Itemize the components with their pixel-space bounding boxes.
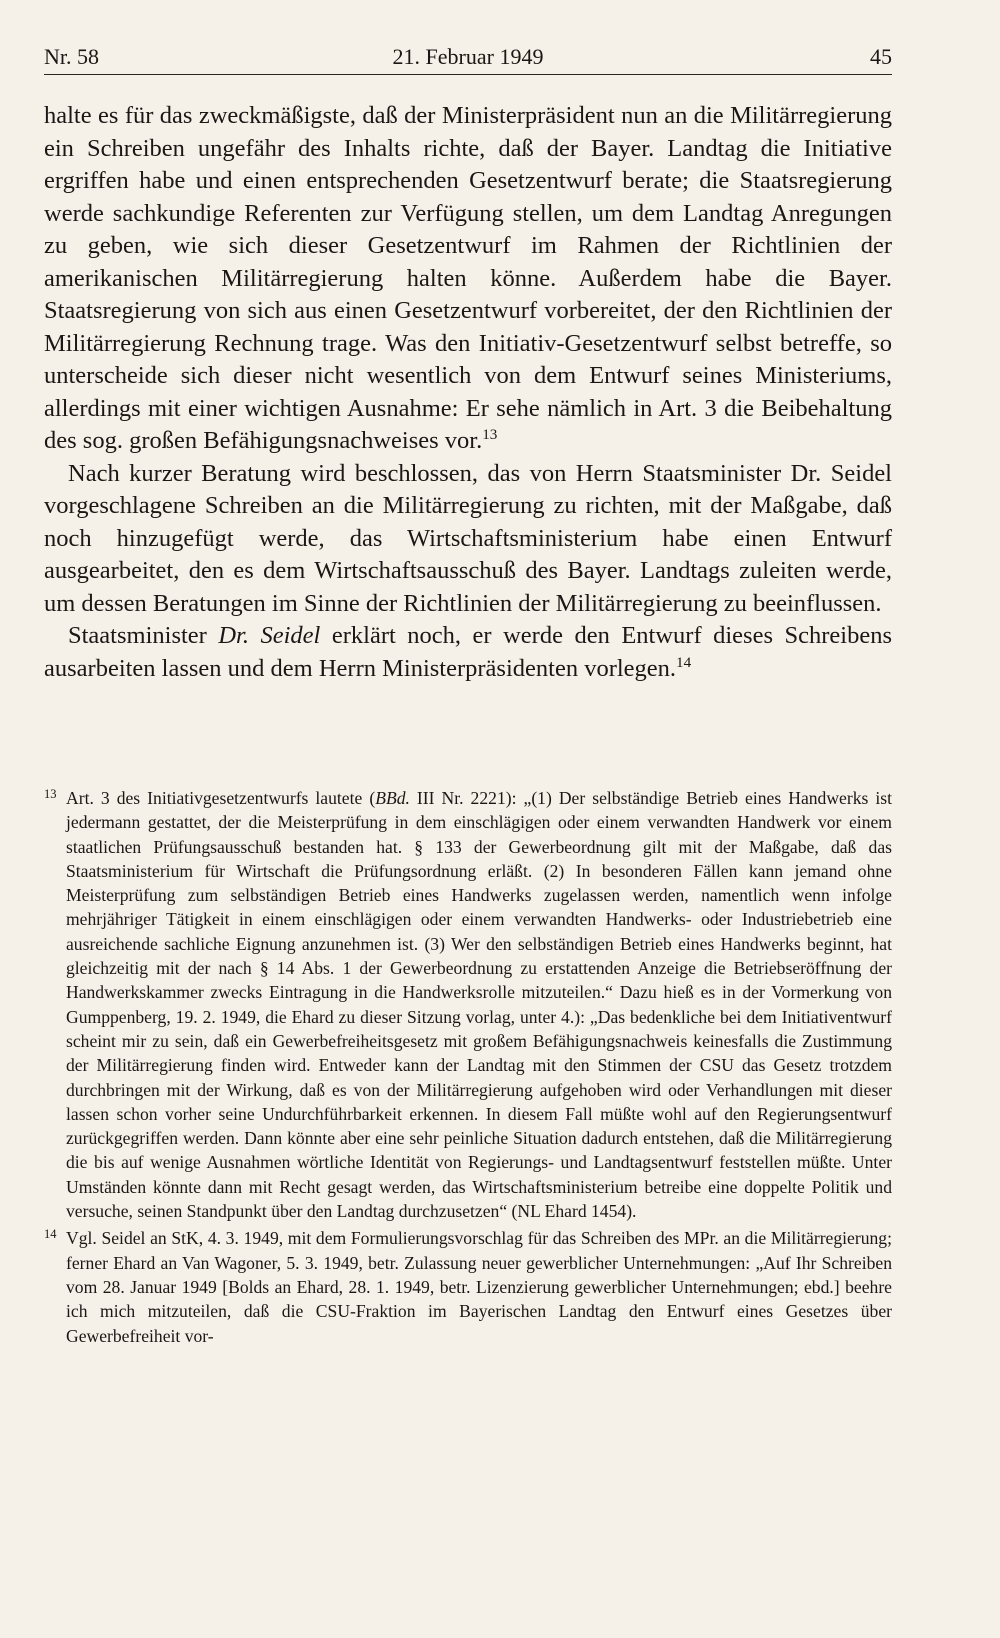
footnote-text-part: Vgl. Seidel an StK, 4. 3. 1949, mit dem Formulierungsvorschlag für das Schreiben des MPr. an die Militärregierung; ferner Ehard an Van Wagoner, 5. 3. 1949, betr. Zulassung neuer gewerblicher Unternehmungen: „Auf Ihr Schreiben vom 28. Januar 1949 [Bolds an Ehard, 28. 1. 1949, betr. Lizenzierung gewerblicher Unternehmungen; ebd.] beehre ich mich mitzuteilen, daß die CSU-Fraktion im Bayerischen Landtag den Entwurf eines Gesetzes über Gewerbefreiheit vor- [66,1228,892,1346]
paragraph-2 [44,458,892,621]
paragraph-1-text: halte es für das zweckmäßigste, daß der Ministerpräsident nun an die Militärregierung ein Schreiben ungefähr des Inhalts richte, daß der Bayer. Landtag die Initiative ergriffen habe und einen entsprechenden Gesetzentwurf berate; die Staatsregierung werde sachkundige Referenten zur Verfügung stellen, um dem Landtag Anregungen zu geben, wie sich dieser Gesetzentwurf im Rahmen der Richtlinien der amerikanischen Militärregierung halten könne. Außerdem habe die Bayer. Staatsregierung von sich aus einen Gesetzentwurf vorbereitet, der den Richtlinien der Militärregierung Rechnung trage. Was den Initiativ-Gesetzentwurf selbst betreffe, so unterscheide sich dieser nicht wesentlich von dem Entwurf seines Ministeriums, allerdings mit einer wichtigen Ausnahme: Er sehe nämlich in Art. 3 die Beibehaltung des sog. großen Befähigungsnachweises vor. [44,102,892,454]
footnote-ref-14: 14 [676,653,692,671]
paragraph-3 [44,620,892,685]
paragraph-3-text: erklärt noch, er werde den Entwurf dieses Schreibens ausarbeiten lassen und dem Herrn Ministerpräsidenten vorlegen. [44,622,892,682]
footnote-italic-source: BBd. [375,788,410,808]
paragraph-2-text: Nach kurzer Beratung wird beschlossen, das von Herrn Staatsminister Dr. Seidel vorgeschlagene Schreiben an die Militärregierung zu richten, mit der Maßgabe, daß noch hinzugefügt werde, das Wirtschaftsministerium habe einen Entwurf ausgearbeitet, den es dem Wirtschaftsausschuß des Bayer. Landtags zuleiten werde, um dessen Beratungen im Sinne der Richtlinien der Militärregierung zu beeinflussen. [44,459,892,617]
footnote-14 [44,1226,892,1347]
running-header [44,44,892,75]
main-text [44,100,892,685]
document-date: 21. Februar 1949 [392,44,544,69]
paragraph-3-name: Dr. Seidel [218,622,321,649]
footnote-ref-13: 13 [482,425,498,443]
footnote-number: 13 [44,787,57,801]
paragraph-1 [44,100,892,458]
footnote-number: 14 [44,1227,57,1242]
footnote-text [66,1228,892,1345]
paragraph-3-lead: Staatsminister [68,622,219,649]
page-number: 45 [870,44,892,69]
footnote-text-part: III Nr. 2221): „(1) Der selbständige Betrieb eines Handwerks ist jedermann gestattet, der die Meisterprüfung in dem einschlägigen oder einem verwandten Handwerk vor einem staatlichen Prüfungsausschuß bestanden hat. § 133 der Gewerbeordnung gilt mit der Maßgabe, daß das Staatsministerium für Wirtschaft die Prüfungsordnung erläßt. (2) In besonderen Fällen kann jemand ohne Meisterprüfung zum selbständigen Betrieb eines Handwerks zugelassen werden, namentlich wenn infolge mehrjähriger Tätigkeit in einem einschlägigen oder einem verwandten Handwerks- oder Industriebetrieb eine ausreichende sachliche Eignung anzunehmen ist. (3) Wer den selbständigen Betrieb eines Handwerks beginnt, hat gleichzeitig mit der nach § 14 Abs. 1 der Gewerbeordnung zu erstattenden Anzeige die Betriebseröffnung der Handwerkskammer zwecks Eintragung in die Handwerksrolle mitzuteilen.“ Dazu hieß es in der Vormerkung von Gumppenberg, 19. 2. 1949, die Ehard zu dieser Sitzung vorlag, unter 4.): „Das bedenkliche bei dem Initiativentwurf scheint mir zu sein, daß ein Gewerbefreiheitsgesetz mit großem Befähigungsnachweis keinesfalls die Zustimmung der Militärregierung finden wird. Entweder kann der Landtag mit den Stimmen der CSU das Gesetz trotzdem durchbringen mit der Wirkung, daß es von der Militärregierung aufgehoben wird oder Verhandlungen mit dieser lassen schon vorher seine Undurchführbarkeit erkennen. In diesem Fall müßte wohl auf den Regierungsentwurf zurückgegriffen werden. Dann könnte aber eine sehr peinliche Situation dadurch entstehen, daß die Militärregierung die bis auf wenige Ausnahmen wörtliche Identität von Regierungs- und Landtagsentwurf feststellen müßte. Unter Umständen könnte dann mit Recht gesagt werden, das Wirtschaftsministerium betreibe eine doppelte Politik und versuche, seinen Standpunkt über den Landtag durchzusetzen“ (NL Ehard 1454). [66,788,893,1222]
footnote-13 [44,786,892,1223]
footnotes [44,786,892,1351]
footnote-text-part: Art. 3 des Initiativgesetzentwurfs lautete ( [66,788,376,808]
document-number: Nr. 58 [44,44,99,69]
footnote-text [66,788,892,1221]
